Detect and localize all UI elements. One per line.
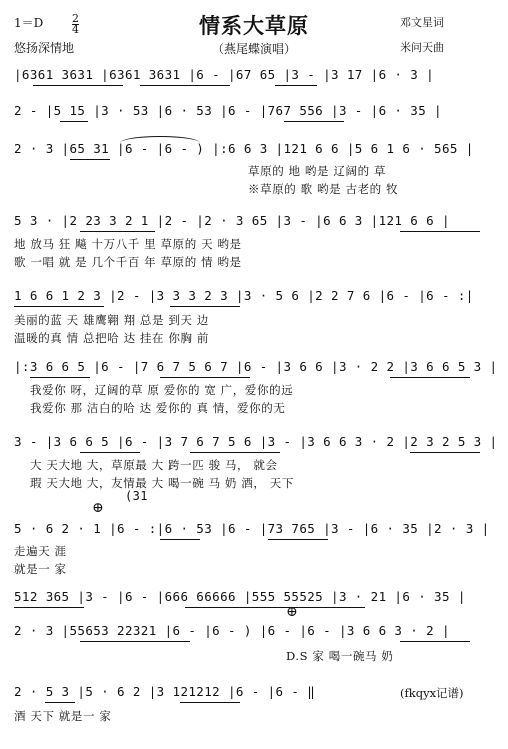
beam bbox=[14, 607, 84, 608]
score-line-4: 5 3 · |2 23 3 2 1 |2 - |2 · 3 65 |3 - |6 6 3 |121 6 6 | bbox=[14, 213, 450, 228]
beam bbox=[268, 539, 328, 540]
beam bbox=[30, 377, 90, 378]
score-line-11: 2 · 5 3 |5 · 6 2 |3 121212 |6 - |6 - ‖ bbox=[14, 684, 316, 699]
transcriber-credit: (fkqyx记谱) bbox=[400, 686, 464, 700]
beam bbox=[160, 377, 250, 378]
beam bbox=[275, 85, 317, 86]
beam bbox=[400, 231, 480, 232]
beam bbox=[284, 121, 344, 122]
beam bbox=[33, 85, 123, 86]
beam bbox=[170, 306, 240, 307]
lyrics-line-4-verse-2: 歌 一唱 就 是 几个千百 年 草原的 情 哟是 bbox=[14, 255, 242, 269]
score-line-7: 3 - |3 6 6 5 |6 - |3 7 6 7 5 6 |3 - |3 6 6 3 · 2 |2 3 2 5 3 | bbox=[14, 434, 498, 449]
meter-denominator: 4 bbox=[72, 23, 79, 36]
score-line-1: |6361 3631 |6361 3631 |6 - |67 65 |3 - |3 17 |6 · 3 | bbox=[14, 67, 435, 82]
lyrics-line-6-verse-1: 我爱你 呀，辽阔的草 原 爱你的 宽 广，爱你的远 bbox=[30, 383, 294, 397]
key-signature: 1＝D bbox=[14, 16, 44, 30]
lyrics-line-8-verse-2: 就是一 家 bbox=[14, 562, 67, 576]
lyrics-line-3-verse-2: ※草原的 歌 哟是 古老的 牧 bbox=[248, 182, 399, 196]
meter-numerator: 2 bbox=[72, 12, 79, 25]
lyrics-line-5-verse-1: 美丽的蓝 天 雄鹰翱 翔 总是 到天 边 bbox=[14, 313, 209, 327]
lyrics-line-5-verse-2: 温暖的真 情 总把哈 达 挂在 你胸 前 bbox=[14, 331, 209, 345]
beam bbox=[14, 306, 104, 307]
lyricist-credit: 邓文星词 bbox=[400, 16, 444, 29]
coda-sign-icon: ⊕ bbox=[286, 604, 298, 620]
beam bbox=[60, 121, 88, 122]
composer-credit: 米问天曲 bbox=[400, 41, 444, 54]
tuplet-mark: (31 bbox=[125, 489, 148, 503]
beam bbox=[70, 159, 110, 160]
lyrics-line-6-verse-2: 我爱你 那 洁白的哈 达 爱你的 真 情，爱你的无 bbox=[30, 401, 286, 415]
beam bbox=[80, 231, 155, 232]
score-line-10: 2 · 3 |55653 22321 |6 - |6 - ) |6 - |6 - |3 6 6 3 · 2 | bbox=[14, 623, 450, 638]
lyrics-line-7-verse-2: 瑕 天大地 大，友情最 大 喝一碗 马 奶 酒， 天下 bbox=[30, 476, 294, 490]
time-signature bbox=[72, 14, 79, 35]
lyrics-line-4-verse-1: 地 放马 狂 飚 十万八千 里 草原的 天 哟是 bbox=[14, 237, 242, 251]
score-line-9: 512 365 |3 - |6 - |666 66666 |555 55525 |3 · 21 |6 · 35 | bbox=[14, 589, 466, 604]
score-line-5: 1 6 6 1 2 3 |2 - |3 3 3 2 3 |3 · 5 6 |2 2 7 6 |6 - |6 - :| bbox=[14, 288, 474, 303]
score-line-3: 2 · 3 |65 31 |6 - |6 - ) |:6 6 3 |121 6 6 |5 6 1 6 · 565 | bbox=[14, 141, 474, 156]
lyrics-line-10: D.S 家 喝一碗马 奶 bbox=[286, 649, 394, 663]
beam bbox=[190, 452, 280, 453]
singer-credit: （燕尾蝶演唱） bbox=[211, 42, 296, 56]
lyrics-line-11: 酒 天下 就是一 家 bbox=[14, 709, 112, 723]
beam bbox=[80, 641, 190, 642]
beam bbox=[180, 702, 240, 703]
beam bbox=[140, 85, 230, 86]
lyrics-line-3-verse-1: 草原的 地 哟是 辽阔的 草 bbox=[248, 164, 387, 178]
tie bbox=[120, 136, 200, 143]
lyrics-line-7-verse-1: 大 天大地 大，草原最 大 跨一匹 骏 马， 就会 bbox=[30, 458, 278, 472]
score-line-2: 2 - |5 15 |3 · 53 |6 · 53 |6 - |767 556 |3 - |6 · 35 | bbox=[14, 103, 442, 118]
score-line-6: |:3 6 6 5 |6 - |7 6 7 5 6 7 |6 - |3 6 6 |3 · 2 2 |3 6 6 5 3 | bbox=[14, 359, 498, 374]
score-line-8: 5 · 6 2 · 1 |6 - :|6 · 53 |6 - |73 765 |3 - |6 · 35 |2 · 3 | bbox=[14, 521, 490, 536]
beam bbox=[160, 539, 200, 540]
lyrics-line-8-verse-1: 走遍天 涯 bbox=[14, 544, 67, 558]
coda-sign-icon: ⊕ bbox=[92, 500, 104, 516]
beam bbox=[390, 377, 470, 378]
beam bbox=[185, 607, 365, 608]
beam bbox=[45, 702, 75, 703]
expression-mark: 悠扬深情地 bbox=[14, 41, 75, 55]
song-title: 情系大草原 bbox=[199, 13, 309, 38]
beam bbox=[400, 641, 470, 642]
beam bbox=[410, 452, 480, 453]
beam bbox=[80, 452, 140, 453]
